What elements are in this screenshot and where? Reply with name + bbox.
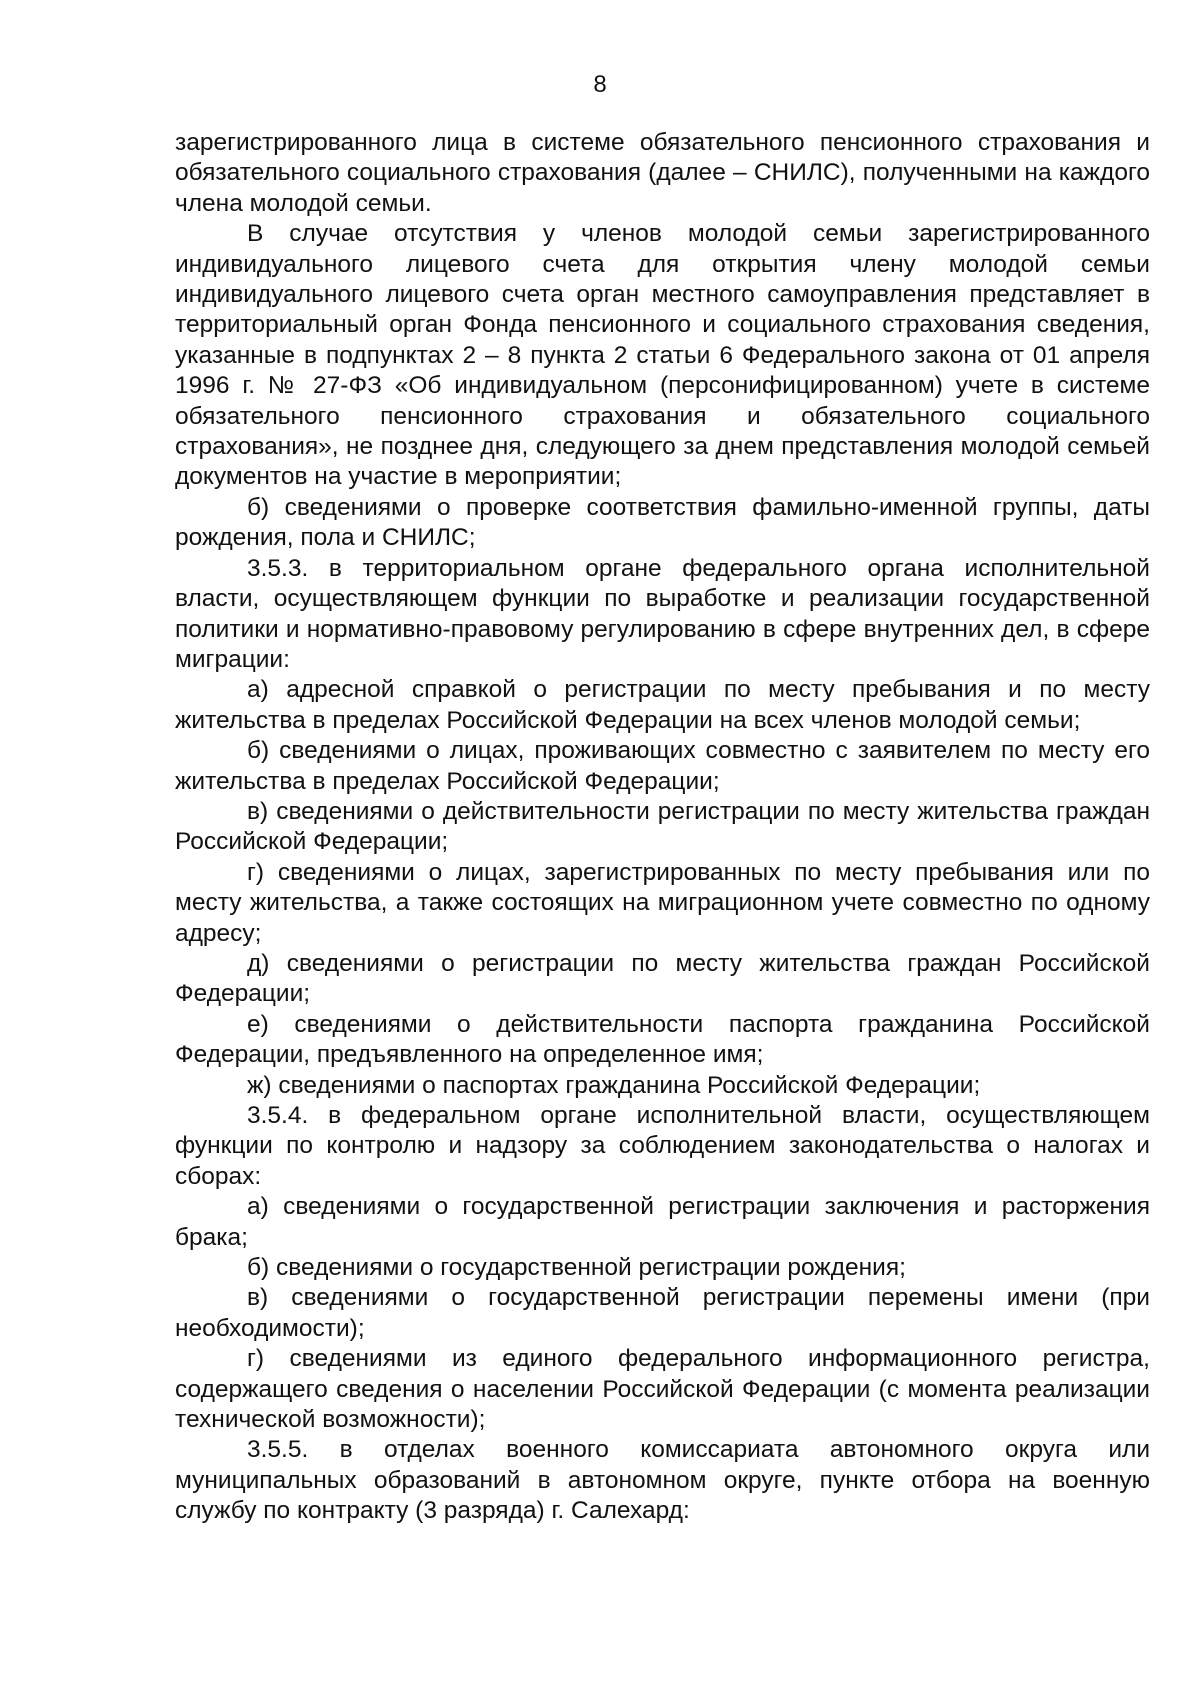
paragraph-3-5-3: 3.5.3. в территориальном органе федерального органа исполнительной власти, осуществляющем функции по выработке и реализации государственной политики и нормативно-правовому регулированию в сфере внутренних дел, в сфере миграции: — [175, 554, 1150, 673]
paragraph-a-marriage: а) сведениями о государственной регистрации заключения и расторжения брака; — [175, 1193, 1150, 1251]
paragraph-snils-definition: зарегистрированного лица в системе обязательного пенсионного страхования и обязательного социального страхования (далее – СНИЛС), полученными на каждого члена молодой семьи. — [175, 129, 1150, 217]
paragraph-b-birth: б) сведениями о государственной регистрации рождения; — [247, 1254, 906, 1282]
paragraph-g-registered-persons: г) сведениями о лицах, зарегистрированных по месту пребывания или по месту жительства, а также состоящих на миграционном учете совместно по одному адресу; — [175, 858, 1150, 947]
paragraph-zh-passports: ж) сведениями о паспортах гражданина Российской Федерации; — [247, 1071, 981, 1099]
page-number: 8 — [593, 71, 607, 98]
paragraph-v-name-change: в) сведениями о государственной регистрации перемены имени (при необходимости); — [175, 1284, 1150, 1342]
paragraph-v-registration-validity: в) сведениями о действительности регистрации по месту жительства граждан Российской Федерации; — [175, 797, 1150, 856]
paragraph-no-account-case: В случае отсутствия у членов молодой семьи зарегистрированного индивидуального лицевого счета для открытия члену молодой семьи индивидуального лицевого счета орган местного самоуправления представляет в территориальный орган Фонда пенсионного и социального страхования сведения, указанные в подпунктах 2 – 8 пункта 2 статьи 6 Федерального закона от 01 апреля 1996 г. № 27-ФЗ «Об индивидуальном (персонифицированном) учете в системе обязательного пенсионного страхования и обязательного социального страхования», не позднее дня, следующего за днем представления молодой семьей документов на участие в мероприятии; — [175, 220, 1150, 491]
paragraph-e-passport-validity: е) сведениями о действительности паспорта гражданина Российской Федерации, предъявленного на определенное имя; — [175, 1010, 1150, 1069]
paragraph-a-address-reference: а) адресной справкой о регистрации по месту пребывания и по месту жительства в пределах Российской Федерации на всех членов молодой семьи; — [175, 676, 1150, 734]
paragraph-b-snils-check: б) сведениями о проверке соответствия фамильно-именной группы, даты рождения, пола и СНИЛС; — [175, 493, 1150, 552]
paragraph-g-population-register: г) сведениями из единого федерального информационного регистра, содержащего сведения о населении Российской Федерации (с момента реализации технической возможности); — [175, 1345, 1150, 1434]
paragraph-b-cohabitants: б) сведениями о лицах, проживающих совместно с заявителем по месту его жительства в пределах Российской Федерации; — [175, 737, 1150, 795]
paragraph-3-5-5: 3.5.5. в отделах военного комиссариата автономного округа или муниципальных образований в автономном округе, пункте отбора на военную службу по контракту (3 разряда) г. Салехард: — [175, 1436, 1150, 1525]
paragraph-d-residence-registration: д) сведениями о регистрации по месту жительства граждан Российской Федерации; — [175, 949, 1150, 1008]
document-body — [175, 128, 1150, 1527]
paragraph-3-5-4: 3.5.4. в федеральном органе исполнительной власти, осуществляющем функции по контролю и надзору за соблюдением законодательства о налогах и сборах: — [175, 1102, 1150, 1190]
